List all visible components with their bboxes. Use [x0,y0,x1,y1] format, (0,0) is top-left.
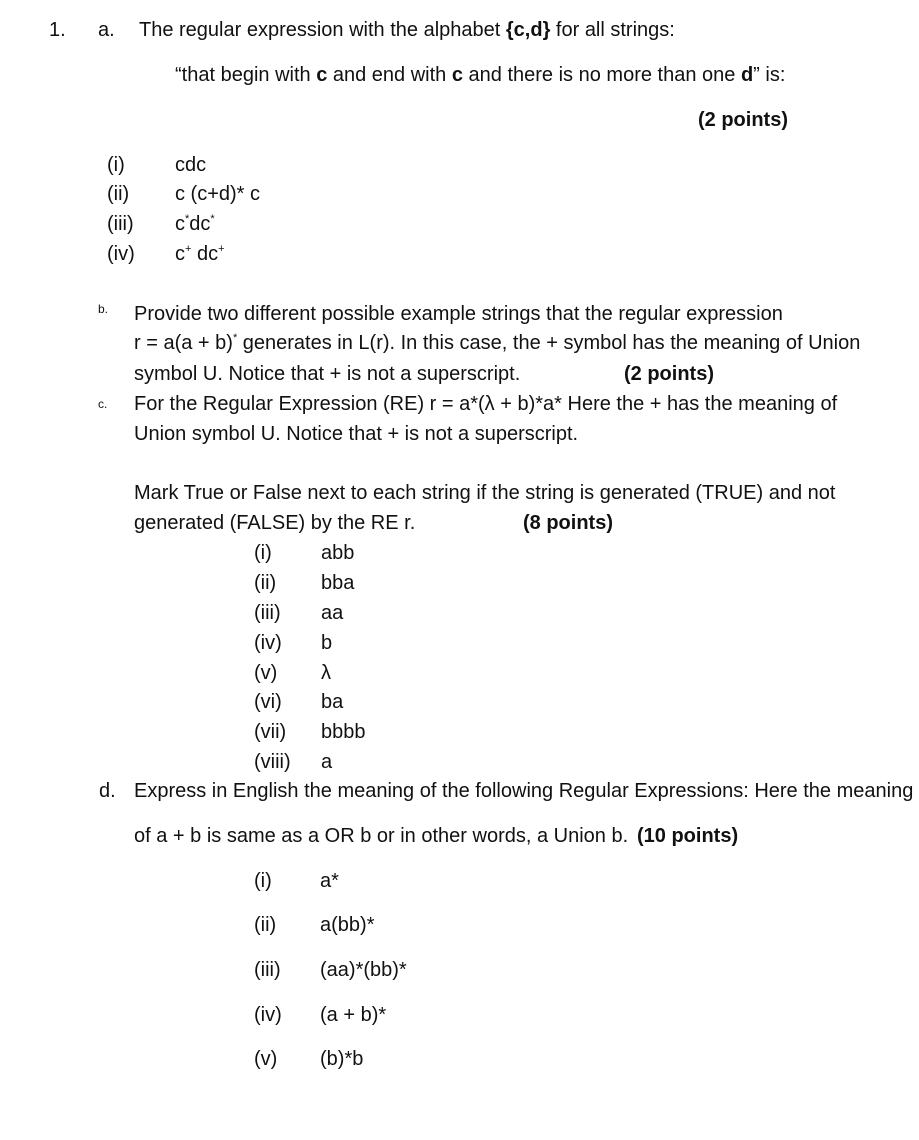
regex-expression: (aa)*(bb)* [320,959,407,981]
item-string: bba [321,572,355,594]
item-string: b [321,632,333,654]
part-a-prompt-line1: The regular expression with the alphabet {c,d} for all strings: [139,19,675,41]
item-string: ba [321,691,344,713]
regex-expression: a* [320,870,339,892]
part-b-points: (2 points) [624,363,714,385]
part-d-label: d. [99,780,116,802]
option-label: (iii) [107,213,134,235]
item-label: (iii) [254,602,281,624]
item-string: a [321,751,333,773]
item-label: (i) [254,870,272,892]
part-a-label: a. [98,19,115,41]
option-expression: cdc [175,154,207,176]
option-label: (i) [107,154,125,176]
item-label: (viii) [254,751,291,773]
item-label: (vi) [254,691,282,713]
part-b-line3: symbol U. Notice that + is not a superscript. [134,363,521,385]
part-c-line1: For the Regular Expression (RE) r = a*(λ + b)*a* Here the + has the meaning of [134,393,838,415]
part-c-points: (8 points) [523,512,613,534]
option-label: (iv) [107,243,135,265]
regex-expression: (b)*b [320,1048,364,1070]
part-b-line1: Provide two different possible example strings that the regular expression [134,303,783,325]
option-label: (ii) [107,183,130,205]
item-label: (iv) [254,632,282,654]
part-b-label: b. [98,302,109,316]
item-label: (i) [254,542,272,564]
item-string: bbbb [321,721,366,743]
item-label: (v) [254,1048,278,1070]
question-number: 1. [49,19,66,41]
option-expression: c+ dc+ [175,243,225,265]
part-d-line1: Express in English the meaning of the following Regular Expressions: Here the meaning [134,780,914,802]
part-d-line2: of a + b is same as a OR b or in other words, a Union b. [134,825,629,847]
part-c-line2: Union symbol U. Notice that + is not a superscript. [134,423,579,445]
option-expression: c*dc* [175,213,215,235]
item-string: λ [321,662,331,684]
part-c-instruction-line1: Mark True or False next to each string if the string is generated (TRUE) and not [134,482,836,504]
item-label: (iii) [254,959,281,981]
part-c-instruction-line2: generated (FALSE) by the RE r. [134,512,416,534]
part-a-points: (2 points) [698,109,788,131]
item-label: (ii) [254,572,277,594]
item-label: (vii) [254,721,287,743]
part-b-line2: r = a(a + b)* generates in L(r). In this case, the + symbol has the meaning of Union [134,332,861,354]
part-c-label: c. [98,397,108,411]
part-a-prompt-line2: “that begin with c and end with c and there is no more than one d” is: [175,64,786,86]
item-label: (ii) [254,914,277,936]
option-expression: c (c+d)* c [175,183,261,205]
item-string: aa [321,602,344,624]
item-string: abb [321,542,355,564]
regex-expression: a(bb)* [320,914,375,936]
regex-expression: (a + b)* [320,1004,387,1026]
item-label: (v) [254,662,278,684]
item-label: (iv) [254,1004,282,1026]
part-d-points: (10 points) [637,825,739,847]
